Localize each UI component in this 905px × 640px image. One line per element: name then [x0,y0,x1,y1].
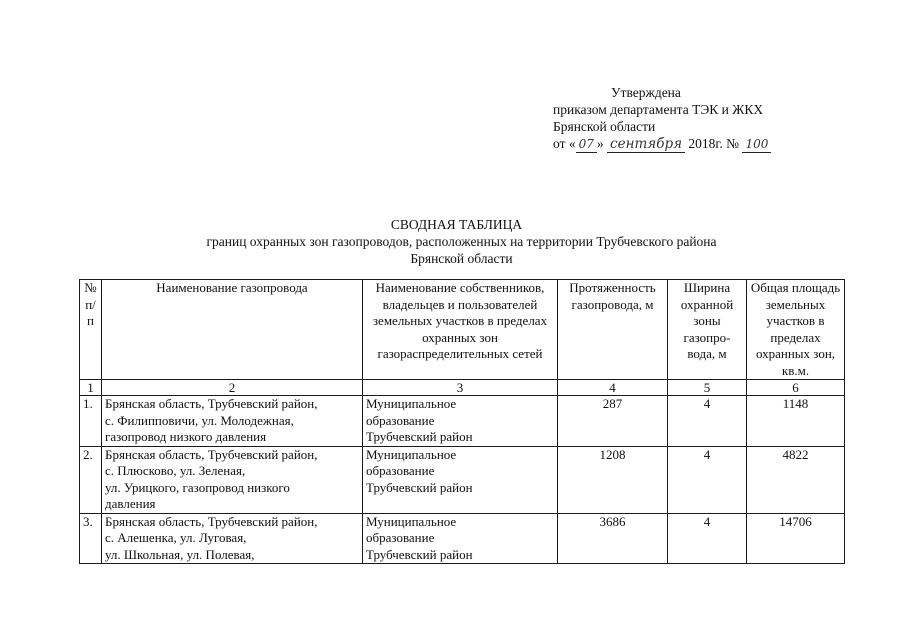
handwritten-day: 07 [576,137,597,153]
row-length: 287 [558,396,668,447]
row-zone-width: 4 [668,396,747,447]
date-prefix: от « [553,136,576,151]
row-num: 2. [80,446,102,513]
row-length: 1208 [558,446,668,513]
header-row [80,280,845,380]
row-num: 1. [80,396,102,447]
row-area: 14706 [747,513,845,564]
header-total-area: Общая площадь земельных участков в пределах охранных зон, кв.м. [747,280,845,380]
row-length: 3686 [558,513,668,564]
header-owners: Наименование собственников, владельцев и пользователей земельных участков в пределах охранных зон газораспределительных сетей [363,280,558,380]
row-num: 3. [80,513,102,564]
document-title [0,216,905,267]
column-number: 5 [668,380,747,396]
approval-line-1: Утверждена [611,85,681,100]
handwritten-month: сентября [607,137,685,153]
row-zone-width: 4 [668,446,747,513]
header-length: Протяженность газопровода, м [558,280,668,380]
date-year: 2018г. № [688,136,740,151]
title-line-2: границ охранных зон газопроводов, расположенных на территории Трубчевского района [206,234,717,249]
column-number: 2 [102,380,363,396]
approval-line-2: приказом департамента ТЭК и ЖКХ [553,102,764,117]
row-owner: Муниципальное образование Трубчевский район [363,396,558,447]
column-number: 1 [80,380,102,396]
handwritten-number: 100 [742,137,771,153]
date-mid: » [596,136,604,151]
row-owner: Муниципальное образование Трубчевский район [363,513,558,564]
gas-pipeline-table [79,279,845,564]
row-owner: Муниципальное образование Трубчевский район [363,446,558,513]
column-number: 6 [747,380,845,396]
header-pipeline-name: Наименование газопровода [102,280,363,380]
table-row [80,513,845,564]
table-row [80,446,845,513]
approval-date-line [553,135,771,153]
table-row [80,396,845,447]
column-number: 3 [363,380,558,396]
row-area: 4822 [747,446,845,513]
row-area: 1148 [747,396,845,447]
row-pipeline-name: Брянская область, Трубчевский район, с. Плюсково, ул. Зеленая, ул. Урицкого, газопровод низкого давления [102,446,363,513]
row-pipeline-name: Брянская область, Трубчевский район, с. Филипповичи, ул. Молодежная, газопровод низкого давления [102,396,363,447]
title-line-1: СВОДНАЯ ТАБЛИЦА [390,217,523,232]
row-zone-width: 4 [668,513,747,564]
title-line-3: Брянской области [410,251,513,266]
row-pipeline-name: Брянская область, Трубчевский район, с. Алешенка, ул. Луговая, ул. Школьная, ул. Полевая, [102,513,363,564]
column-number-row [80,380,845,396]
header-zone-width: Ширина охранной зоны газопро-вода, м [668,280,747,380]
header-num: № п/п [80,280,102,380]
approval-block [553,84,771,153]
approval-line-3: Брянской области [553,119,656,134]
column-number: 4 [558,380,668,396]
